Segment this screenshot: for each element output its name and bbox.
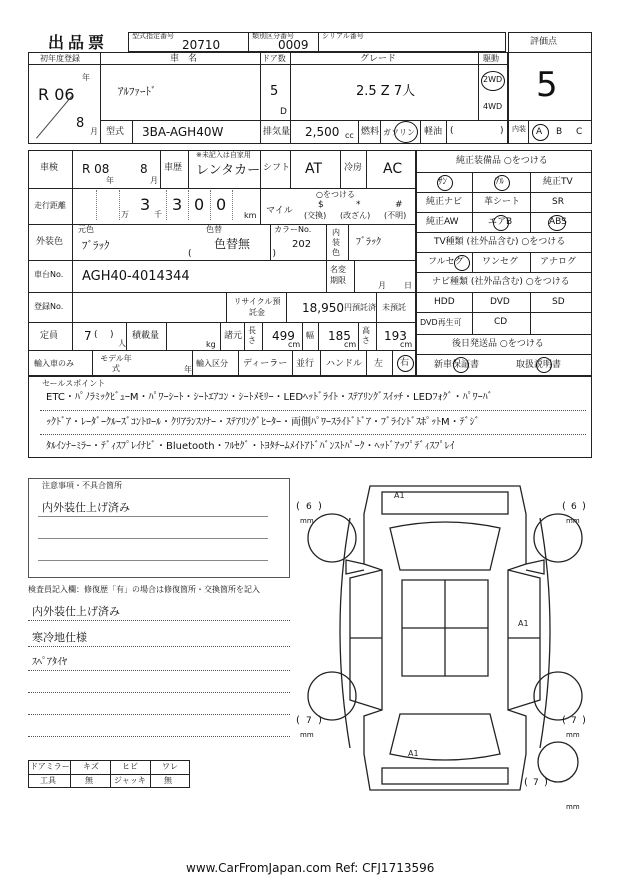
car-name-value: ｱﾙﾌｧｰﾄﾞ xyxy=(118,85,157,98)
tire-rr-value: 7 xyxy=(571,716,577,726)
rating-label: 評価点 xyxy=(530,37,558,47)
tire-rr-bracket-close: ) xyxy=(582,715,586,726)
shaken-label: 車検 xyxy=(40,163,59,173)
drive-2wd: 2WD xyxy=(483,75,503,84)
displacement-value: 2,500 xyxy=(305,125,340,139)
equipment-title: 純正装備品 ○をつける xyxy=(456,156,548,166)
form-title: 出品票 xyxy=(48,33,109,52)
tire-rl-bracket-close: ) xyxy=(318,715,322,726)
color-no-label: カラーNo. xyxy=(274,225,312,234)
shift-value: AT xyxy=(305,161,323,177)
capacity-person-unit: 人 xyxy=(118,339,126,348)
load-label: 積載量 xyxy=(132,331,160,341)
parts-row-1: 工具 xyxy=(40,776,56,785)
displacement-label: 排気量 xyxy=(263,127,291,137)
later-title: 後日発送品 ○をつける xyxy=(452,339,544,349)
tire-spare-bracket-open: ( xyxy=(524,777,528,788)
recycle-label: リサイクル預託金 xyxy=(233,297,281,317)
navi-hdd: HDD xyxy=(434,297,455,307)
grade-label: グレード xyxy=(360,54,397,64)
tire-rl-bracket-open: ( xyxy=(296,715,300,726)
mileage-digit-2: 0 xyxy=(194,195,205,214)
parts-row-2: 無 xyxy=(85,776,93,785)
front-damage-mark: A1 xyxy=(394,491,405,500)
navi-sd: SD xyxy=(552,297,565,307)
tv-fullseg: フルセグ xyxy=(428,257,464,267)
class-value: 0009 xyxy=(278,38,309,52)
car-name-label: 車 名 xyxy=(170,54,198,64)
tire-fl-bracket-close: ) xyxy=(318,501,322,512)
displacement-unit: cc xyxy=(345,131,354,140)
parts-header-2: キズ xyxy=(83,762,99,771)
shaken-year: R 08 xyxy=(82,162,110,176)
model-year-label: モデル年式 xyxy=(100,354,132,373)
attention-label: 注意事項・不具合箇所 xyxy=(42,481,122,490)
capacity-paren-open: ( xyxy=(94,330,98,340)
width-label: 幅 xyxy=(306,331,314,340)
interior-grade-b: B xyxy=(556,127,563,137)
attention-line-1: 内外装仕上げ済み xyxy=(42,501,130,514)
tire-fr-unit: mm xyxy=(566,517,580,525)
model-year-unit: 年 xyxy=(184,365,192,374)
original-color-label: 元色 xyxy=(78,225,94,234)
mileage-sen-unit: 千 xyxy=(154,210,162,219)
equip-airbag: エアB xyxy=(488,217,513,227)
car-damage-diagram xyxy=(290,478,600,818)
navi-dvd-play: DVD再生可 xyxy=(420,318,462,327)
capacity-value: 7 xyxy=(84,329,92,343)
handle-label: ハンドル xyxy=(326,359,363,369)
parts-header-4: ワレ xyxy=(162,762,178,771)
parts-row-3: ジャッキ xyxy=(114,776,146,785)
recycle-status: 円預託済 xyxy=(344,303,376,312)
sales-line-3: ﾀﾙｲﾝﾅｰﾐﾗｰ・ﾃﾞｨｽﾌﾟﾚｲﾅﾋﾞ・Bluetooth・ﾌﾙｾｸﾞ・ﾄﾖﾀﾁｰﾑﾒｲﾄｱﾄﾞﾊﾞﾝｽﾄﾊﾟｰｸ・ﾍｯﾄﾞｱｯﾌﾟﾃﾞｨｽﾌﾟﾚｲ xyxy=(46,441,455,452)
equip-aw: 純正AW xyxy=(426,217,459,227)
chassis-label: 車台No. xyxy=(34,270,64,279)
footer-ref: www.CarFromJapan.com Ref: CFJ1713596 xyxy=(186,861,435,875)
fuel-value: ガソリン xyxy=(383,128,415,137)
original-color-value: ﾌﾞﾗｯｸ xyxy=(82,239,110,252)
mileage-opt-2-mark: * xyxy=(356,200,361,210)
interior-label: 内装 xyxy=(512,125,526,133)
inspector-line-2: 寒冷地仕様 xyxy=(32,631,87,644)
tire-fr-bracket-close: ) xyxy=(582,501,586,512)
inspector-line-3: ｽﾍﾟｱﾀｲﾔ xyxy=(32,657,67,668)
history-value: レンタカー xyxy=(196,163,261,178)
tire-fr-bracket-open: ( xyxy=(562,501,566,512)
equip-alloy: ｱﾙ xyxy=(495,177,505,187)
tire-fr-value: 6 xyxy=(571,502,577,512)
diesel-label: 軽油 xyxy=(424,127,443,137)
tire-fl-bracket-open: ( xyxy=(296,501,300,512)
fuel-label: 燃料 xyxy=(361,127,380,137)
handle-left: 左 xyxy=(374,359,384,369)
interior-grade-a: A xyxy=(536,127,543,137)
height-label: 高さ xyxy=(362,326,370,345)
mileage-man-unit: 万 xyxy=(121,210,129,219)
shift-label: シフト xyxy=(263,163,291,173)
mileage-opt-1-label: (交換) xyxy=(304,211,327,220)
year-unit: 年 xyxy=(82,73,90,82)
chassis-value: AGH40-4014344 xyxy=(82,269,190,284)
width-unit: cm xyxy=(344,340,357,349)
class-label: 類別区分番号 xyxy=(252,32,294,40)
paint-value: 色替無 xyxy=(214,237,251,251)
diesel-paren-close: ) xyxy=(500,126,504,136)
mileage-opt-1-mark: $ xyxy=(318,200,324,210)
not-deposited: 未預託 xyxy=(382,303,406,312)
equip-tv: 純正TV xyxy=(543,177,573,187)
tire-fl-unit: mm xyxy=(300,517,314,525)
sales-points-label: セールスポイント xyxy=(42,379,106,388)
doors-label: ドア数 xyxy=(262,54,286,63)
recycle-value: 18,950 xyxy=(302,301,344,315)
rating-value: 5 xyxy=(536,65,558,105)
later-manual: 取扱説明書 xyxy=(516,360,562,370)
first-reg-year: R 06 xyxy=(38,85,75,104)
interior-grade-c: C xyxy=(576,127,583,137)
drive-4wd: 4WD xyxy=(483,102,503,111)
tire-fl-value: 6 xyxy=(306,502,312,512)
tire-spare-unit: mm xyxy=(566,803,580,811)
later-warranty: 新車保証書 xyxy=(434,360,480,370)
equip-sunroof: ｻﾝ xyxy=(438,177,448,187)
parts-header-3: ヒビ xyxy=(122,762,138,771)
handle-right: 右 xyxy=(400,358,410,368)
registration-label: 登録No. xyxy=(34,302,64,311)
diesel-paren-open: ( xyxy=(450,126,454,136)
first-reg-label: 初年度登録 xyxy=(40,54,80,63)
tire-spare-value: 7 xyxy=(533,778,539,788)
tire-rr-unit: mm xyxy=(566,731,580,739)
mileage-opt-3-mark: # xyxy=(395,200,403,210)
sales-line-1: ETC・ﾊﾟﾉﾗﾐｯｸﾋﾞｭｰM・ﾊﾟﾜｰｼｰﾄ・ｼｰﾄｴｱｺﾝ・ｼｰﾄﾒﾓﾘｰ・LEDﾍｯﾄﾞﾗｲﾄ・ｽﾃｱﾘﾝｸﾞｽｲｯﾁ・LEDﾌｫｸﾞ・ﾊﾟﾜｰﾊﾞ xyxy=(46,392,493,403)
tire-rl-value: 7 xyxy=(306,716,312,726)
inspector-label: 検査員記入欄：修復歴「有」の場合は修復箇所・交換箇所を記入 xyxy=(28,585,260,594)
parts-header-1: ドアミラー xyxy=(30,762,70,771)
history-label: 車歴 xyxy=(164,163,183,173)
equip-abs: ABS xyxy=(549,217,567,227)
mileage-digit-1: 3 xyxy=(172,195,183,214)
drive-label: 駆動 xyxy=(483,54,499,63)
rear-damage-mark: A1 xyxy=(408,749,419,758)
mileage-label: 走行距離 xyxy=(34,201,66,210)
height-unit: cm xyxy=(400,340,413,349)
load-unit: kg xyxy=(206,340,216,349)
history-note: ※未記入は自家用 xyxy=(196,151,251,159)
paint-label: 色替 xyxy=(206,225,222,234)
mileage-opt-3-label: (不明) xyxy=(384,211,407,220)
tv-analog: アナログ xyxy=(540,257,577,267)
length-unit: cm xyxy=(288,340,301,349)
equip-leather: 革シート xyxy=(484,197,521,207)
import-type-label: 輸入区分 xyxy=(196,359,228,368)
shaken-month-unit: 月 xyxy=(150,176,158,185)
import-dealer: ディーラー xyxy=(243,359,288,369)
equip-sr: SR xyxy=(552,197,564,207)
tire-spare-bracket-close: ) xyxy=(544,777,548,788)
navi-cd: CD xyxy=(494,317,508,327)
mileage-opt-2-label: (改ざん) xyxy=(340,211,371,220)
grade-value: 2.5 Z 7人 xyxy=(356,84,416,99)
name-change-day: 日 xyxy=(404,281,412,290)
sales-line-2: ｯｸﾄﾞｱ・ﾚｰﾀﾞｰｸﾙｰｽﾞｺﾝﾄﾛｰﾙ・ｸﾘｱﾗﾝｽｿﾅｰ・ｽﾃｱﾘﾝｸﾞﾋｰﾀｰ・両側ﾊﾟﾜｰｽﾗｲﾄﾞﾄﾞｱ・ﾌﾞﾗｲﾝﾄﾞｽﾎﾟｯﾄM・ﾃﾞｼﾞ xyxy=(46,417,480,428)
equip-navi: 純正ナビ xyxy=(426,197,463,207)
length-label: 長さ xyxy=(248,326,256,345)
height-value: 193 xyxy=(384,329,407,343)
attention-box xyxy=(28,478,290,578)
mileage-check-note: ○をつける xyxy=(316,190,355,199)
tire-rr-bracket-open: ( xyxy=(562,715,566,726)
doors-value: 5 xyxy=(270,84,279,99)
navi-dvd: DVD xyxy=(490,297,510,307)
inspector-line-1: 内外装仕上げ済み xyxy=(32,605,120,618)
ac-value: AC xyxy=(383,161,403,177)
doors-d: D xyxy=(280,107,287,117)
model-value: 3BA-AGH40W xyxy=(142,125,224,139)
name-change-label: 名変期限 xyxy=(330,265,346,285)
mileage-digit-3: 0 xyxy=(216,195,227,214)
type-cert-label: 型式指定番号 xyxy=(132,32,174,40)
mile-label: マイル xyxy=(266,206,293,216)
month-unit: 月 xyxy=(90,127,98,136)
serial-label: シリアル番号 xyxy=(322,32,364,40)
parts-row-4: 無 xyxy=(164,776,172,785)
shaken-year-unit: 年 xyxy=(106,176,114,185)
interior-color-value: ﾌﾞﾗｯｸ xyxy=(356,237,381,248)
dim-label: 諸元 xyxy=(224,331,243,341)
side-damage-mark: A1 xyxy=(518,619,529,628)
color-label: 外装色 xyxy=(36,237,64,247)
tv-title: TV種類 (社外品含む) ○をつける xyxy=(434,237,566,247)
width-value: 185 xyxy=(328,329,351,343)
length-value: 499 xyxy=(272,329,295,343)
shaken-month: 8 xyxy=(140,162,148,176)
tire-rl-unit: mm xyxy=(300,731,314,739)
import-label: 輸入車のみ xyxy=(34,359,74,368)
mileage-man-value: 3 xyxy=(140,195,151,214)
mileage-unit: km xyxy=(244,211,257,220)
navi-title: ナビ種類 (社外品含む) ○をつける xyxy=(432,277,570,287)
color-no-value: 202 xyxy=(292,239,312,250)
import-parallel: 並行 xyxy=(296,359,315,369)
capacity-paren-close: ) xyxy=(110,330,114,340)
model-label: 型式 xyxy=(106,127,125,137)
ac-label: 冷房 xyxy=(344,163,363,173)
name-change-month: 月 xyxy=(378,281,386,290)
first-reg-month: 8 xyxy=(76,116,85,131)
type-cert-value: 20710 xyxy=(182,38,221,52)
paint-paren: ( ) xyxy=(188,249,277,259)
interior-color-label: 内装色 xyxy=(332,228,340,257)
tv-oneseg: ワンセグ xyxy=(482,257,519,267)
capacity-label: 定員 xyxy=(40,331,59,341)
